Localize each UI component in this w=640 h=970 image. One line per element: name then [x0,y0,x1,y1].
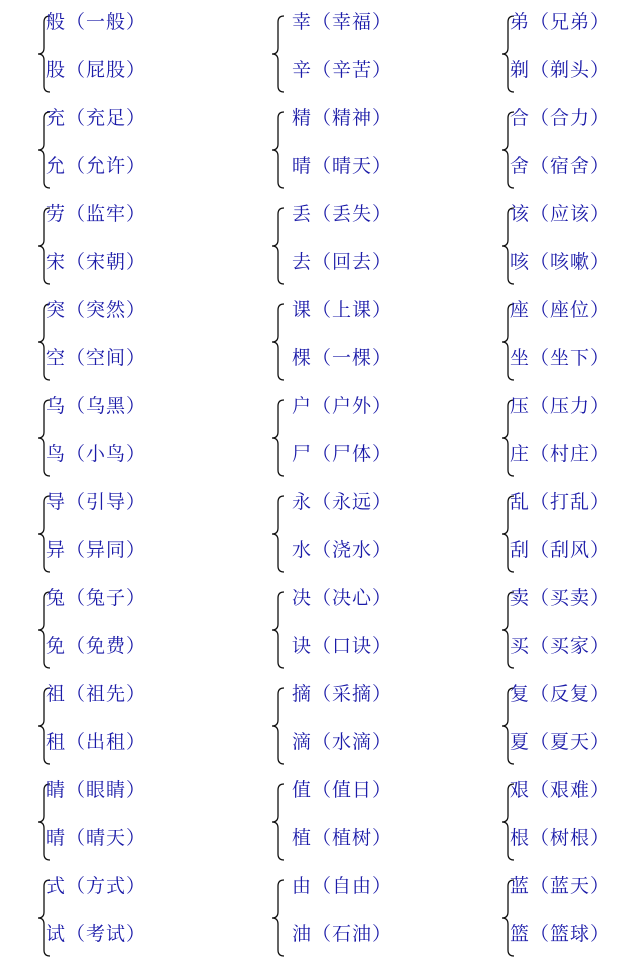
word-line-bottom: 篮（篮球） [510,923,611,945]
word-line-bottom: 植（植树） [292,827,393,849]
left-brace-icon [270,14,286,94]
left-brace-icon [270,494,286,574]
left-brace-icon [270,302,286,382]
word-pair-group [36,490,236,586]
word-pair-group [36,202,236,298]
word-line-bottom: 坐（坐下） [510,347,611,369]
word-pair-group [500,298,640,394]
word-line-top: 般（一般） [46,11,147,33]
word-line-bottom: 买（买家） [510,635,611,657]
word-pair-group [500,682,640,778]
left-brace-icon [270,590,286,670]
word-line-top: 幸（幸福） [292,11,393,33]
word-line-top: 由（自由） [292,875,393,897]
word-line-bottom: 咳（咳嗽） [510,251,611,273]
word-pair-group [270,10,470,106]
word-line-bottom: 空（空间） [46,347,147,369]
word-line-top: 劳（监牢） [46,203,147,225]
left-brace-icon [270,110,286,190]
word-line-top: 弟（兄弟） [510,11,611,33]
word-line-top: 导（引导） [46,491,147,513]
word-line-top: 艰（艰难） [510,779,611,801]
word-line-top: 突（突然） [46,299,147,321]
word-line-bottom: 鸟（小鸟） [46,443,147,465]
word-pair-group [36,682,236,778]
word-line-top: 祖（祖先） [46,683,147,705]
word-pair-group [500,778,640,874]
word-line-top: 合（合力） [510,107,611,129]
word-line-top: 兔（兔子） [46,587,147,609]
word-pair-group [36,298,236,394]
word-line-bottom: 夏（夏天） [510,731,611,753]
word-line-bottom: 辛（辛苦） [292,59,393,81]
left-brace-icon [270,878,286,958]
word-line-top: 丢（丢失） [292,203,393,225]
word-line-bottom: 油（石油） [292,923,393,945]
word-line-top: 决（决心） [292,587,393,609]
word-pair-group [270,874,470,970]
word-line-top: 卖（买卖） [510,587,611,609]
word-line-bottom: 根（树根） [510,827,611,849]
left-brace-icon [270,206,286,286]
word-line-top: 永（永远） [292,491,393,513]
word-line-top: 座（座位） [510,299,611,321]
word-pair-group [270,586,470,682]
word-line-top: 充（充足） [46,107,147,129]
word-line-top: 摘（采摘） [292,683,393,705]
left-brace-icon [270,782,286,862]
word-line-bottom: 晴（晴天） [46,827,147,849]
word-pair-group [36,778,236,874]
word-line-bottom: 剃（剃头） [510,59,611,81]
word-pair-group [270,778,470,874]
word-pair-group [500,106,640,202]
word-line-bottom: 晴（晴天） [292,155,393,177]
word-line-bottom: 诀（口诀） [292,635,393,657]
word-line-top: 式（方式） [46,875,147,897]
word-line-bottom: 股（屁股） [46,59,147,81]
word-line-top: 压（压力） [510,395,611,417]
word-line-bottom: 试（考试） [46,923,147,945]
word-pair-group [500,394,640,490]
word-pair-group [500,586,640,682]
word-pair-group [36,874,236,970]
word-line-bottom: 刮（刮风） [510,539,611,561]
word-line-bottom: 允（允许） [46,155,147,177]
word-pair-group [270,394,470,490]
word-line-top: 乌（乌黑） [46,395,147,417]
word-line-bottom: 滴（水滴） [292,731,393,753]
word-line-bottom: 舍（宿舍） [510,155,611,177]
left-brace-icon [270,398,286,478]
word-line-bottom: 租（出租） [46,731,147,753]
word-line-top: 课（上课） [292,299,393,321]
word-pair-group [500,10,640,106]
word-pair-group [36,586,236,682]
word-pair-group [270,490,470,586]
word-pair-group [270,682,470,778]
word-line-top: 蓝（蓝天） [510,875,611,897]
word-pair-group [36,394,236,490]
word-line-bottom: 宋（宋朝） [46,251,147,273]
word-line-bottom: 异（异同） [46,539,147,561]
word-line-bottom: 去（回去） [292,251,393,273]
word-line-top: 该（应该） [510,203,611,225]
word-line-top: 精（精神） [292,107,393,129]
word-line-bottom: 免（免费） [46,635,147,657]
word-pair-group [500,874,640,970]
word-line-top: 睛（眼睛） [46,779,147,801]
word-pair-group [36,106,236,202]
word-line-top: 乱（打乱） [510,491,611,513]
word-line-bottom: 尸（尸体） [292,443,393,465]
word-line-bottom: 庄（村庄） [510,443,611,465]
word-pair-group [270,106,470,202]
word-pair-group [270,202,470,298]
word-line-top: 复（反复） [510,683,611,705]
word-pair-group [270,298,470,394]
word-pair-group [500,202,640,298]
word-line-bottom: 棵（一棵） [292,347,393,369]
left-brace-icon [270,686,286,766]
word-line-top: 值（值日） [292,779,393,801]
word-pair-group [36,10,236,106]
word-line-top: 户（户外） [292,395,393,417]
word-pair-group [500,490,640,586]
word-line-bottom: 水（浇水） [292,539,393,561]
